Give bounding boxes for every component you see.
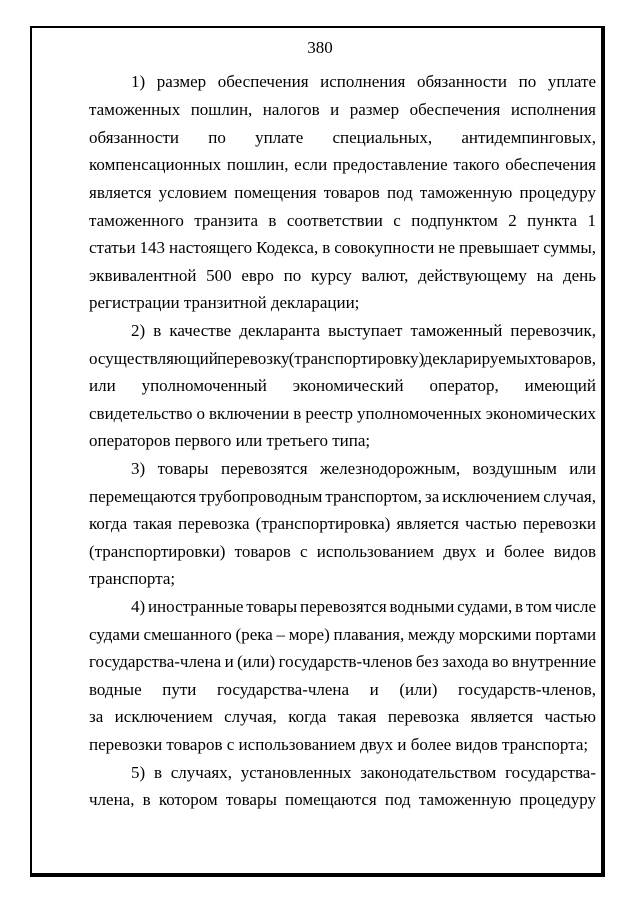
paragraph-4-line: 4) иностранные товары перевозятся водными судами, в том числе [131, 597, 596, 616]
paragraph-5-line: 5) в случаях, установленных законодательством государства- [131, 763, 596, 782]
paragraph-1-line: 1) размер обеспечения исполнения обязанности по уплате [131, 72, 596, 91]
paragraph-2-line: 2) в качестве декларанта выступает таможенный перевозчик, [131, 321, 596, 340]
paragraph-2-line: осуществляющий перевозку (транспортировку) декларируемых товаров, [89, 349, 596, 368]
paragraph-1-line: статьи 143 настоящего Кодекса, в совокупности не превышает суммы, [89, 238, 596, 257]
paragraph-3-line: перемещаются трубопроводным транспортом, за исключением случая, [89, 487, 596, 506]
paragraph-3-line: транспорта; [89, 569, 176, 588]
paragraph-4-line: водные пути государства-члена и (или) государств-членов, [89, 680, 596, 699]
paragraph-1-line: таможенных пошлин, налогов и размер обеспечения исполнения [89, 100, 596, 119]
paragraph-3-line: (транспортировки) товаров с использованием двух и более видов [89, 542, 596, 561]
paragraph-3-line: 3) товары перевозятся железнодорожным, воздушным или [131, 459, 596, 478]
paragraph-2-line: операторов первого или третьего типа; [89, 431, 371, 450]
paragraph-4-line: государства-члена и (или) государств-членов без захода во внутренние [89, 652, 596, 671]
paragraph-4-line: перевозки товаров с использованием двух и более видов транспорта; [89, 735, 589, 754]
paragraph-1-line: компенсационных пошлин, если предоставление такого обеспечения [89, 155, 596, 174]
paragraph-4-line: за исключением случая, когда такая перевозка является частью [89, 707, 596, 726]
paragraph-1-line: обязанности по уплате специальных, антидемпинговых, [89, 128, 596, 147]
paragraph-4-line: судами смешанного (река – море) плавания, между морскими портами [89, 625, 597, 644]
paragraph-1-line: таможенного транзита в соответствии с подпунктом 2 пункта 1 [89, 211, 596, 230]
paragraph-2-line: или уполномоченный экономический оператор, имеющий [89, 376, 596, 395]
paragraph-1-line: является условием помещения товаров под таможенную процедуру [89, 183, 596, 202]
paragraph-1-line: регистрации транзитной декларации; [89, 293, 360, 312]
page-number: 380 [307, 38, 333, 57]
paragraph-5-line: члена, в котором товары помещаются под таможенную процедуру [89, 790, 596, 809]
paragraph-1-line: эквивалентной 500 евро по курсу валют, действующему на день [89, 266, 596, 285]
paragraph-3-line: когда такая перевозка (транспортировка) является частью перевозки [89, 514, 596, 533]
paragraph-2-line: свидетельство о включении в реестр уполномоченных экономических [89, 404, 596, 423]
